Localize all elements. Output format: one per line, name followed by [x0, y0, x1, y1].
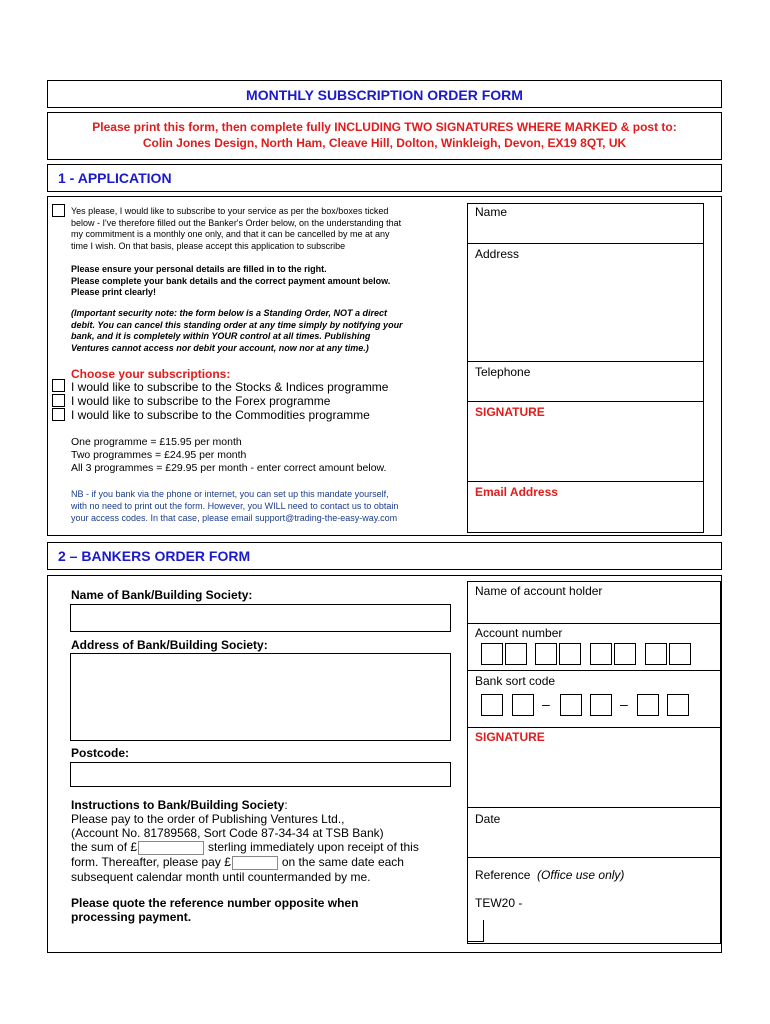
bank-address-label: Address of Bank/Building Society:	[71, 638, 268, 652]
reference-value: TEW20 -	[475, 896, 523, 910]
subscription-options	[71, 380, 461, 422]
address-label: Address	[475, 247, 520, 261]
consent-line: Yes please, I would like to subscribe to your service as per the box/boxes ticked	[71, 206, 389, 216]
price-line: All 3 programmes = £29.95 per month - enter correct amount below.	[71, 462, 387, 474]
security-line: debit. You can cancel this standing order at any time simply by notifying your	[71, 319, 403, 330]
quote-line: processing payment.	[71, 910, 192, 924]
signature-field[interactable]	[467, 420, 704, 482]
nb-line: with no need to print out the form. However, you WILL need to contact us to obtain	[71, 501, 399, 511]
commodities-checkbox[interactable]	[52, 408, 65, 421]
divider	[467, 670, 721, 671]
office-use-text: (Office use only)	[537, 868, 625, 882]
first-sum-prefix: the sum of £	[71, 840, 138, 854]
bank-address-field[interactable]	[70, 653, 451, 741]
instruction-line: subsequent calendar month until countermanded by me.	[71, 869, 371, 884]
quote-line: Please quote the reference number opposite when	[71, 896, 359, 910]
stocks-checkbox[interactable]	[52, 379, 65, 392]
sort-digit-4[interactable]	[590, 694, 612, 716]
address-field[interactable]	[467, 262, 704, 362]
instruction-line: (Account No. 81789568, Sort Code 87-34-34 at TSB Bank)	[71, 826, 384, 840]
instruction-line-monthly	[71, 855, 471, 870]
signature-label: SIGNATURE	[475, 405, 545, 419]
email-field[interactable]	[467, 500, 704, 533]
bank-signature-label: SIGNATURE	[475, 730, 545, 744]
postcode-field[interactable]	[70, 762, 451, 787]
telephone-field[interactable]	[467, 380, 704, 402]
section-application-heading: 1 - APPLICATION	[47, 164, 722, 192]
option-forex-label: I would like to subscribe to the Forex programme	[71, 394, 331, 408]
ensure-line: Please print clearly!	[71, 287, 157, 297]
sort-digit-2[interactable]	[512, 694, 534, 716]
reference-text: Reference	[475, 868, 531, 882]
price-line: Two programmes = £24.95 per month	[71, 449, 247, 461]
account-holder-label: Name of account holder	[475, 584, 603, 598]
divider	[467, 727, 721, 728]
account-digit-6[interactable]	[614, 643, 636, 665]
nb-note	[71, 488, 461, 524]
security-line: Ventures cannot access nor debit your account, now nor at any time.)	[71, 342, 369, 353]
ensure-details-text	[71, 264, 461, 299]
account-digit-5[interactable]	[590, 643, 612, 665]
instructions-heading: Instructions to Bank/Building Society	[71, 798, 285, 812]
sort-digit-1[interactable]	[481, 694, 503, 716]
account-digit-8[interactable]	[669, 643, 691, 665]
monthly-sum-prefix: form. Thereafter, please pay £	[71, 854, 231, 869]
option-stocks-label: I would like to subscribe to the Stocks & Indices programme	[71, 380, 389, 394]
bank-name-label: Name of Bank/Building Society:	[71, 588, 253, 602]
date-label: Date	[475, 812, 501, 826]
account-digit-1[interactable]	[481, 643, 503, 665]
security-line: bank, and it is completely within YOUR control at all times. Publishing	[71, 331, 371, 341]
posting-notice	[47, 112, 722, 160]
form-title: MONTHLY SUBSCRIPTION ORDER FORM	[47, 80, 722, 108]
bank-instructions	[71, 798, 471, 884]
sort-dash-1: –	[542, 696, 550, 712]
account-digit-3[interactable]	[535, 643, 557, 665]
first-sum-suffix: sterling immediately upon receipt of this	[208, 840, 419, 854]
nb-line: your access codes. In that case, please email support@trading-the-easy-way.com	[71, 513, 398, 523]
account-holder-field[interactable]	[467, 598, 721, 624]
consent-checkbox[interactable]	[52, 204, 65, 217]
section-bankers-heading: 2 – BANKERS ORDER FORM	[47, 542, 722, 570]
ensure-line: Please complete your bank details and the correct payment amount below.	[71, 275, 391, 286]
telephone-label: Telephone	[475, 365, 531, 379]
price-line: One programme = £15.95 per month	[71, 436, 242, 448]
instruction-line-amount	[71, 840, 471, 855]
account-digit-4[interactable]	[559, 643, 581, 665]
sort-digit-3[interactable]	[560, 694, 582, 716]
reference-label	[468, 868, 624, 882]
quote-reference-note	[71, 896, 358, 924]
consent-line: below - I've therefore filled out the Banker's Order below, on the understanding that	[71, 217, 402, 228]
reference-box[interactable]	[467, 920, 484, 942]
monthly-sum-field[interactable]	[232, 856, 278, 870]
security-line: (Important security note: the form below is a Standing Order, NOT a direct	[71, 308, 388, 318]
option-commodities-label: I would like to subscribe to the Commodities programme	[71, 408, 370, 422]
date-field[interactable]	[467, 826, 721, 858]
consent-text	[71, 206, 461, 252]
consent-line: time I wish. On that basis, please accept this application to subscribe	[71, 240, 346, 251]
forex-checkbox[interactable]	[52, 394, 65, 407]
choose-subscriptions-heading: Choose your subscriptions:	[71, 367, 231, 381]
email-label: Email Address	[475, 485, 558, 499]
consent-line: my commitment is a monthly one only, and that it can be cancelled by me at any	[71, 229, 390, 239]
account-number-label: Account number	[475, 626, 563, 640]
notice-line-1: Please print this form, then complete fully INCLUDING TWO SIGNATURES WHERE MARKED & post to:	[92, 120, 677, 134]
account-digit-2[interactable]	[505, 643, 527, 665]
name-label: Name	[475, 205, 508, 219]
sort-digit-5[interactable]	[637, 694, 659, 716]
name-field[interactable]	[467, 220, 704, 244]
price-list	[71, 436, 461, 475]
bank-name-field[interactable]	[70, 604, 451, 632]
instructions-colon: :	[284, 798, 288, 812]
nb-line: NB - if you bank via the phone or internet, you can set up this mandate yourself,	[71, 489, 389, 499]
account-digit-7[interactable]	[645, 643, 667, 665]
sort-code-label: Bank sort code	[475, 674, 556, 688]
first-sum-field[interactable]	[138, 841, 204, 855]
instruction-line: Please pay to the order of Publishing Ventures Ltd.,	[71, 812, 345, 826]
monthly-sum-suffix: on the same date each	[281, 854, 404, 869]
sort-dash-2: –	[620, 696, 628, 712]
bank-signature-field[interactable]	[467, 745, 721, 808]
sort-digit-6[interactable]	[667, 694, 689, 716]
instructions-heading-row	[71, 798, 471, 812]
security-note	[71, 308, 466, 354]
ensure-line: Please ensure your personal details are filled in to the right.	[71, 264, 327, 274]
postcode-label: Postcode:	[71, 746, 130, 760]
notice-line-2: Colin Jones Design, North Ham, Cleave Hill, Dolton, Winkleigh, Devon, EX19 8QT, UK	[142, 136, 627, 150]
